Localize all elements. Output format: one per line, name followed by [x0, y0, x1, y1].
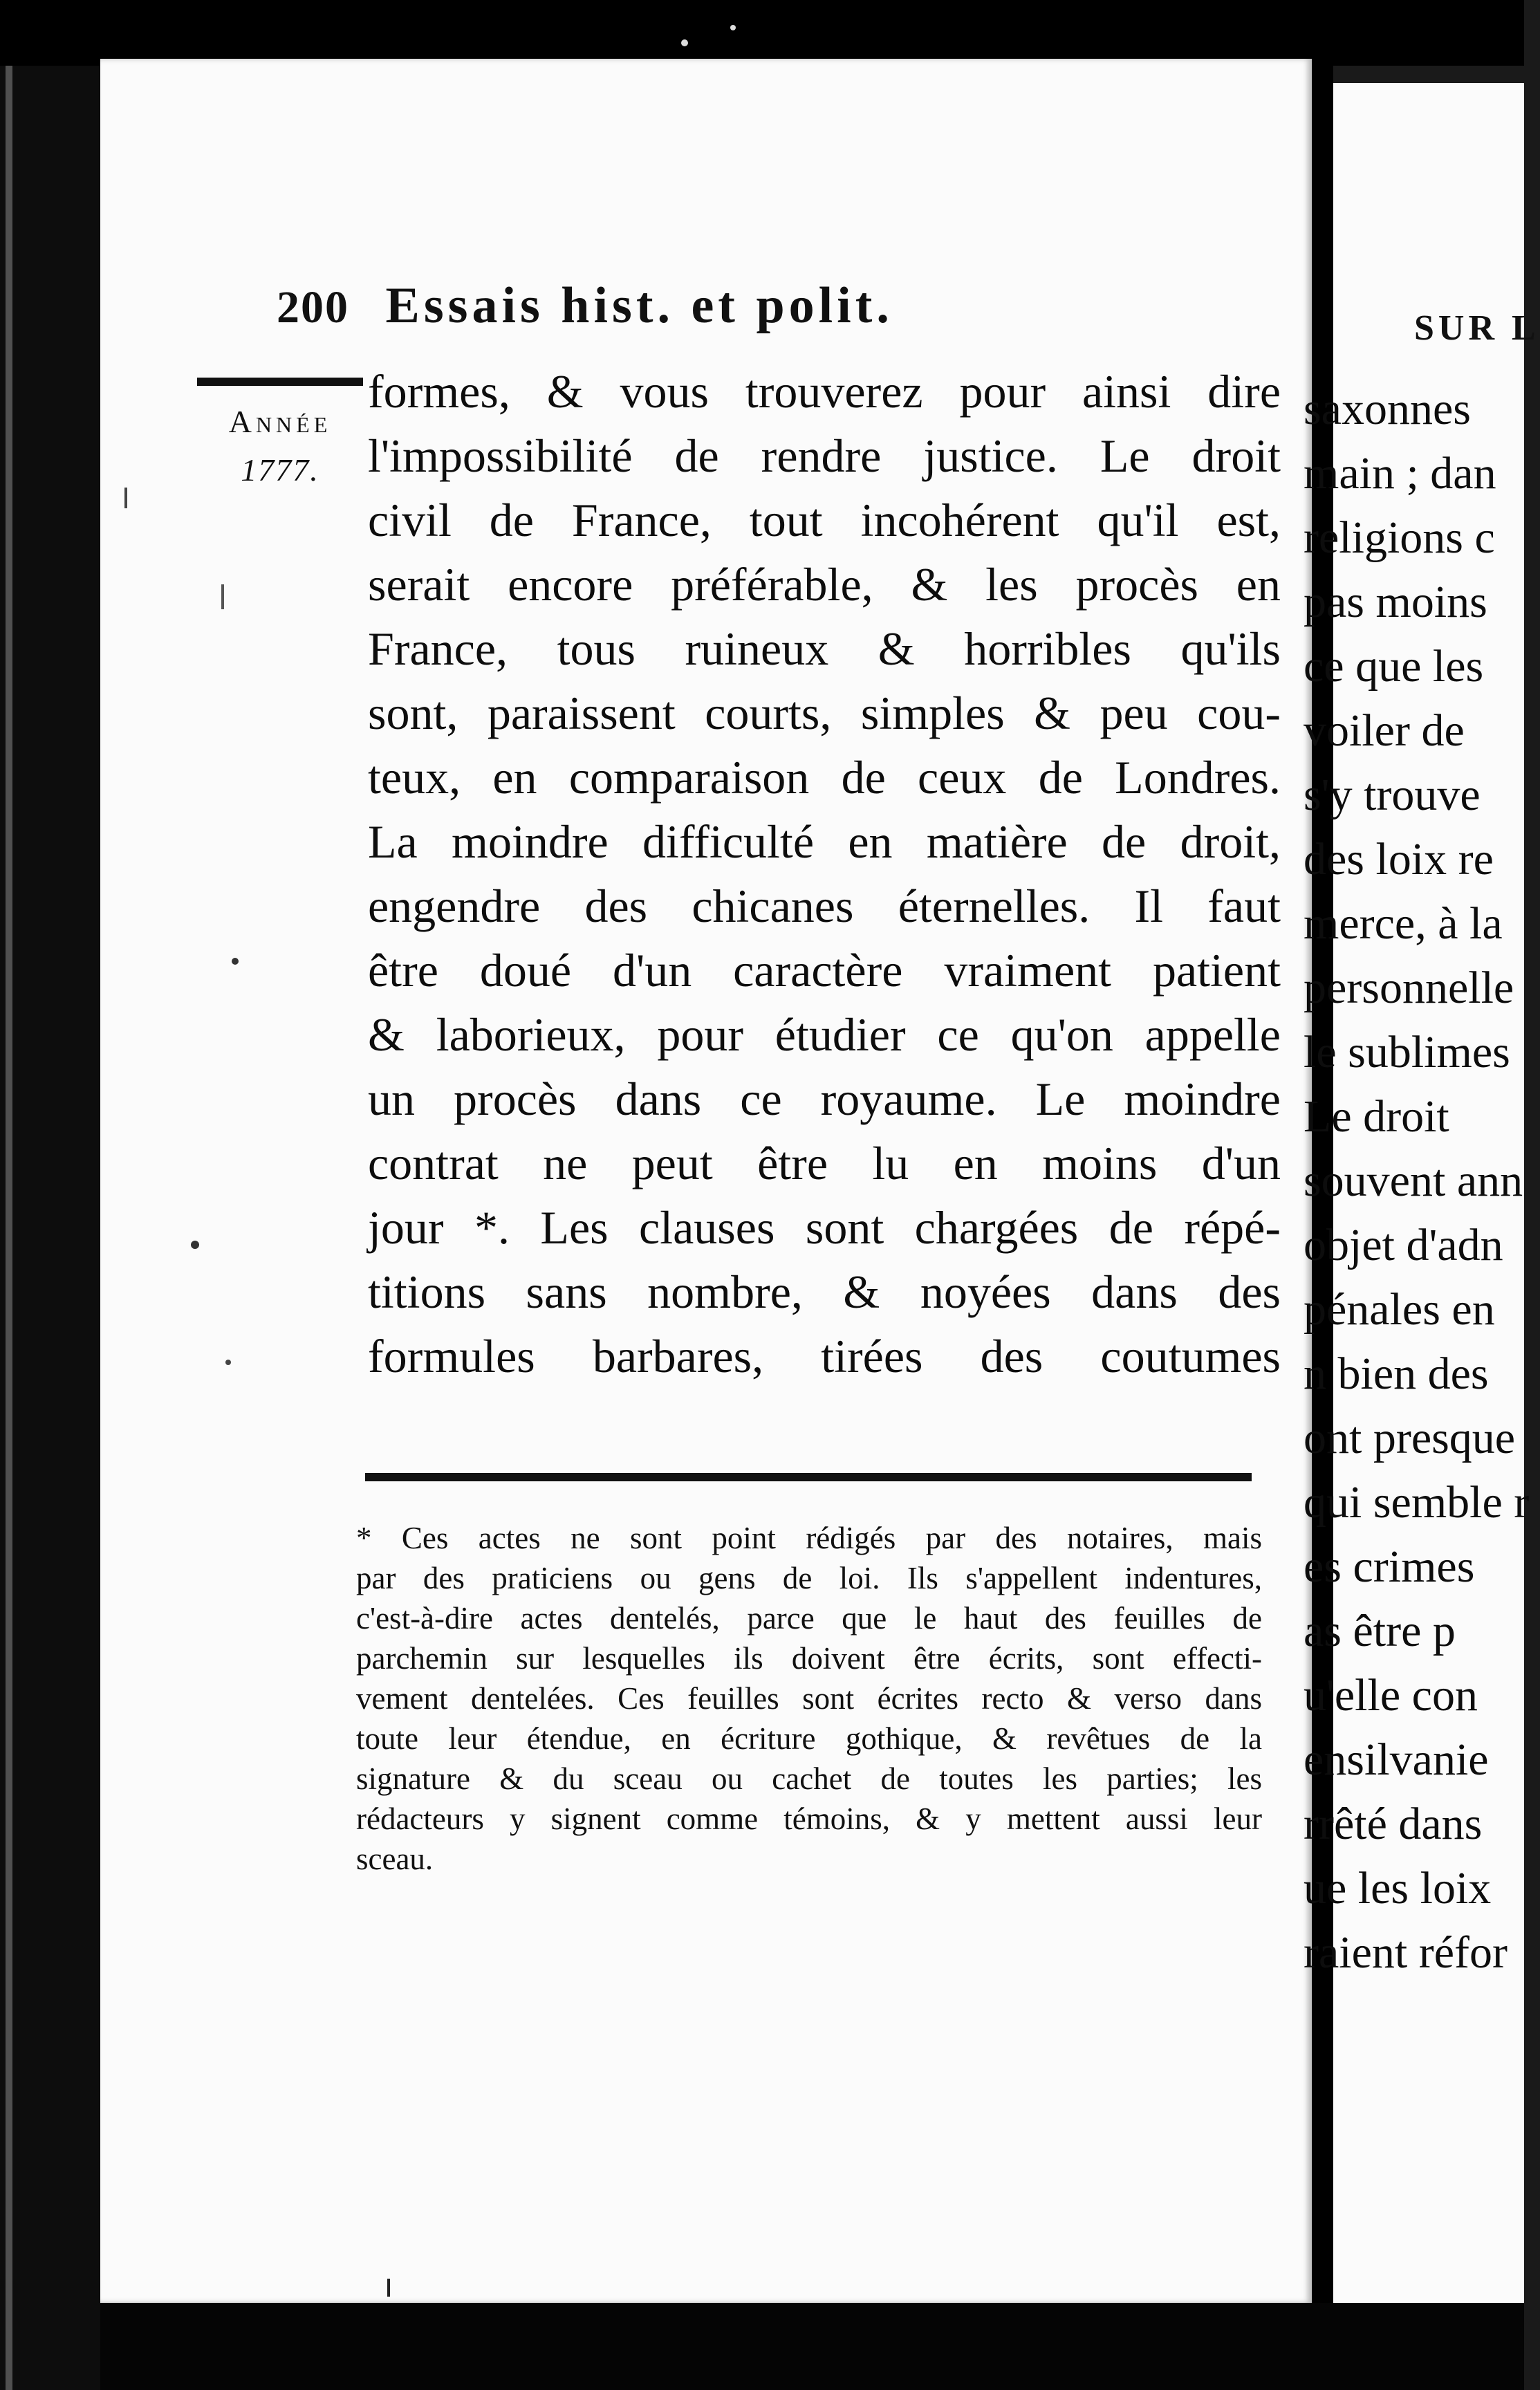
right-line: saxonnes — [1304, 384, 1471, 434]
right-line: merce, à la — [1304, 898, 1503, 949]
body-line: sont, paraissent courts, simples & peu cou- — [368, 687, 1281, 739]
footnote-line: vement dentelées. Ces feuilles sont écrites recto & verso dans — [356, 1681, 1262, 1716]
footnote — [356, 1518, 1262, 1879]
body-line: titions sans nombre, & noyées dans des — [368, 1266, 1281, 1318]
right-running-header: SUR L — [1414, 308, 1540, 348]
margin-note-year: 1777. — [241, 452, 319, 488]
right-line: ue les loix — [1304, 1863, 1492, 1914]
footnote-line: toute leur étendue, en écriture gothique, & revêtues de la — [356, 1721, 1262, 1756]
right-line: n bien des — [1304, 1349, 1489, 1399]
right-line: objet d'adn — [1304, 1220, 1503, 1270]
body-line: un procès dans ce royaume. Le moindre — [368, 1073, 1281, 1125]
right-line: Le droit — [1304, 1091, 1449, 1142]
body-line: formes, & vous trouverez pour ainsi dire — [368, 365, 1281, 418]
footnote-rule — [365, 1473, 1252, 1481]
right-line: pénales en — [1304, 1284, 1495, 1335]
body-text — [368, 360, 1281, 1389]
running-title: Essais hist. et polit. — [385, 277, 893, 334]
right-line: des loix re — [1304, 834, 1494, 884]
footnote-line: rédacteurs y signent comme témoins, & y mettent aussi leur — [356, 1801, 1262, 1836]
right-line: personnelle — [1304, 963, 1514, 1013]
right-line: as être p — [1304, 1606, 1456, 1656]
right-line: u'elle con — [1304, 1670, 1478, 1721]
margin-rule — [197, 378, 363, 386]
margin-note-label: Année — [228, 404, 332, 439]
footnote-line: parchemin sur lesquelles ils doivent être écrits, sont effecti- — [356, 1641, 1262, 1676]
body-line: contrat ne peut être lu en moins d'un — [368, 1137, 1281, 1189]
right-line: souvent ann — [1304, 1156, 1523, 1206]
page-number: 200 — [277, 282, 349, 333]
footnote-line: c'est-à-dire actes dentelés, parce que le haut des feuilles de — [356, 1601, 1262, 1636]
body-line: l'impossibilité de rendre justice. Le droit — [368, 429, 1281, 482]
right-line: s'y trouve — [1304, 770, 1481, 820]
body-line: & laborieux, pour étudier ce qu'on appelle — [368, 1008, 1281, 1061]
footnote-line: signature & du sceau ou cachet de toutes les parties; les — [356, 1761, 1262, 1796]
body-line: jour *. Les clauses sont chargées de répé- — [368, 1201, 1281, 1254]
right-line: ce que les — [1304, 641, 1484, 692]
body-line: civil de France, tout incohérent qu'il est, — [368, 494, 1281, 546]
footnote-line: * Ces actes ne sont point rédigés par des notaires, mais — [356, 1521, 1262, 1555]
right-line: ensilvanie — [1304, 1734, 1489, 1785]
body-line: être doué d'un caractère vraiment patient — [368, 944, 1281, 997]
binding-edge — [6, 66, 12, 2390]
body-line: engendre des chicanes éternelles. Il faut — [368, 880, 1281, 932]
scan-border-top — [0, 0, 1524, 66]
right-line: main ; dan — [1304, 448, 1496, 499]
right-line: qui semble r — [1304, 1477, 1530, 1528]
body-line: serait encore préférable, & les procès en — [368, 558, 1281, 611]
right-line: voiler de — [1304, 705, 1465, 756]
right-line: rrêté dans — [1304, 1799, 1483, 1849]
right-page-text — [1304, 377, 1532, 1985]
margin-note — [197, 398, 363, 494]
right-line: es crimes — [1304, 1541, 1475, 1592]
footnote-line: sceau. — [356, 1842, 434, 1876]
body-line: La moindre difficulté en matière de droit, — [368, 815, 1281, 868]
right-line: religions c — [1304, 512, 1495, 563]
body-line: teux, en comparaison de ceux de Londres. — [368, 751, 1281, 804]
footnote-line: par des praticiens ou gens de loi. Ils s'appellent indentures, — [356, 1561, 1262, 1595]
right-line: ont presque — [1304, 1413, 1516, 1463]
right-line: le sublimes — [1304, 1027, 1510, 1077]
body-line: formules barbares, tirées des coutumes — [368, 1330, 1281, 1382]
right-line: raient réfor — [1304, 1927, 1507, 1978]
body-line: France, tous ruineux & horribles qu'ils — [368, 622, 1281, 675]
scan-border-bottom — [100, 2303, 1524, 2390]
running-header — [277, 277, 1272, 353]
right-line: pas moins — [1304, 577, 1487, 627]
scan-border-left — [0, 66, 100, 2390]
